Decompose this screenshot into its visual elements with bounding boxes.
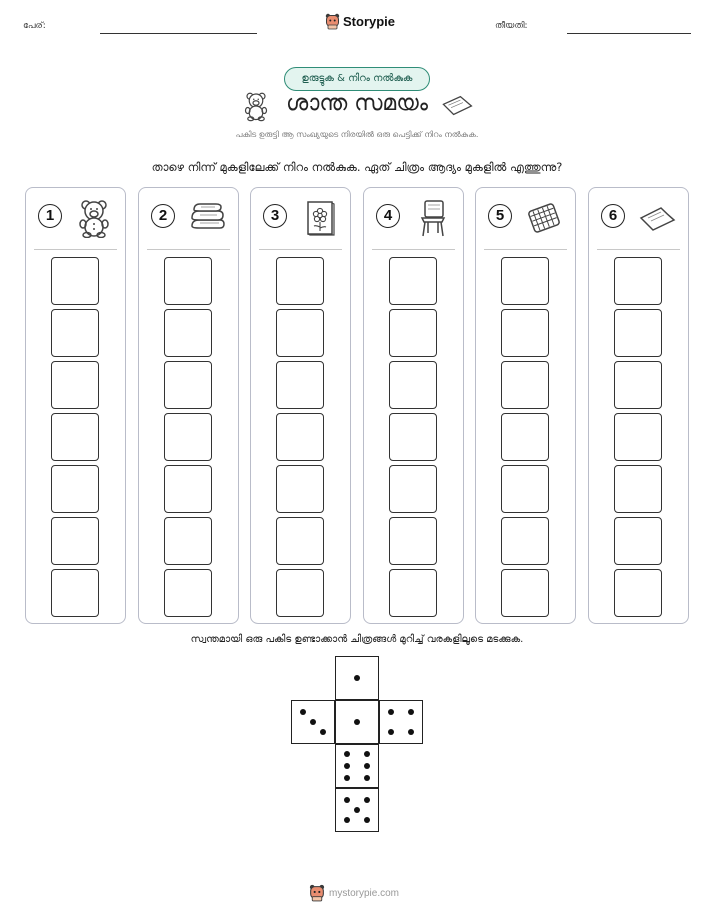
color-box[interactable] [501,569,549,617]
teddy-bear-icon [74,198,114,238]
color-box[interactable] [614,309,662,357]
color-box[interactable] [501,257,549,305]
die-pip [364,775,370,781]
die-pip [364,751,370,757]
instruction-text: താഴെ നിന്ന് മുകളിലേക്ക് നിറം നൽകുക. ഏത് ചിത്രം ആദ്യം മുകളിൽ എത്തുന്നു? [151,160,563,174]
color-box[interactable] [51,309,99,357]
waffle-icon [524,198,564,238]
column-number: 4 [376,204,400,228]
activity-pill: ഉരുട്ടുക & നിറം നൽകുക [284,67,430,91]
color-box[interactable] [389,569,437,617]
column-number: 5 [488,204,512,228]
die-pip [344,775,350,781]
die-pip [344,817,350,823]
page-title: ശാന്ത സമയം [286,91,428,116]
color-box[interactable] [51,257,99,305]
color-box[interactable] [614,569,662,617]
folded-blanket-icon [187,198,227,238]
title-teddy-bear-icon [241,90,271,122]
color-box[interactable] [501,309,549,357]
color-box[interactable] [501,517,549,565]
die-face-4 [379,700,423,744]
die-pip [364,817,370,823]
page-subtitle: പകിട ഉരുട്ടി ആ സംഖ്യയുടെ നിരയിൽ ഒരു പെട്ടിക്ക് നിറം നൽകുക. [235,130,479,139]
fold-instruction: സ്വന്തമായി ഒരു പകിട ഉണ്ടാക്കാൻ ചിത്രങ്ങൾ മുറിച്ച് വരകളിലൂടെ മടക്കുക. [190,634,524,645]
color-box[interactable] [164,569,212,617]
color-box[interactable] [276,257,324,305]
date-label: തീയതി: [495,21,528,31]
date-line[interactable] [567,33,691,34]
dice-column-5 [475,187,576,624]
die-pip [354,675,360,681]
name-label: പേര്: [23,21,46,31]
color-box[interactable] [164,517,212,565]
color-box[interactable] [389,465,437,513]
footer-mascot-icon [309,884,325,902]
dice-column-3 [250,187,351,624]
dice-column-4 [363,187,464,624]
die-pip [388,729,394,735]
die-pip [344,797,350,803]
title-pillow-icon [440,94,474,118]
color-box[interactable] [614,465,662,513]
storypie-mascot-icon [325,13,340,30]
color-box[interactable] [389,309,437,357]
color-box[interactable] [389,413,437,461]
column-header [34,188,117,250]
die-pip [354,719,360,725]
color-box[interactable] [276,569,324,617]
color-box[interactable] [614,257,662,305]
die-pip [320,729,326,735]
color-box[interactable] [276,309,324,357]
color-box[interactable] [501,361,549,409]
die-pip [354,807,360,813]
color-box[interactable] [276,413,324,461]
die-pip [388,709,394,715]
picture-book-icon [299,198,339,238]
footer [309,884,399,902]
die-face-5 [335,788,379,832]
color-box[interactable] [276,465,324,513]
die-pip [364,797,370,803]
die-pip [408,729,414,735]
die-pip [344,751,350,757]
color-box[interactable] [614,413,662,461]
chair-icon [412,198,452,238]
die-face-1 [335,700,379,744]
color-box[interactable] [51,569,99,617]
color-box[interactable] [501,413,549,461]
pillow-icon [637,198,677,238]
color-box[interactable] [614,361,662,409]
die-face-6 [335,744,379,788]
column-header [147,188,230,250]
column-header [484,188,567,250]
dice-column-6 [588,187,689,624]
name-line[interactable] [100,33,257,34]
color-box[interactable] [276,517,324,565]
die-face-1 [335,656,379,700]
color-box[interactable] [164,309,212,357]
color-box[interactable] [51,517,99,565]
dice-column-1 [25,187,126,624]
die-pip [310,719,316,725]
die-pip [300,709,306,715]
column-header [597,188,680,250]
color-box[interactable] [51,361,99,409]
color-box[interactable] [501,465,549,513]
column-number: 1 [38,204,62,228]
brand-logo [325,13,395,30]
color-box[interactable] [164,257,212,305]
column-header [259,188,342,250]
color-box[interactable] [389,361,437,409]
color-box[interactable] [276,361,324,409]
column-number: 2 [151,204,175,228]
column-number: 6 [601,204,625,228]
color-box[interactable] [51,465,99,513]
color-box[interactable] [389,257,437,305]
die-pip [344,763,350,769]
die-pip [408,709,414,715]
dice-column-2 [138,187,239,624]
color-box[interactable] [614,517,662,565]
color-box[interactable] [389,517,437,565]
footer-url[interactable]: mystorypie.com [329,887,400,899]
color-box[interactable] [164,361,212,409]
brand-name: Storypie [343,14,396,29]
column-header [372,188,455,250]
color-box[interactable] [164,413,212,461]
color-box[interactable] [164,465,212,513]
column-number: 3 [263,204,287,228]
color-box[interactable] [51,413,99,461]
die-face-3 [291,700,335,744]
die-pip [364,763,370,769]
